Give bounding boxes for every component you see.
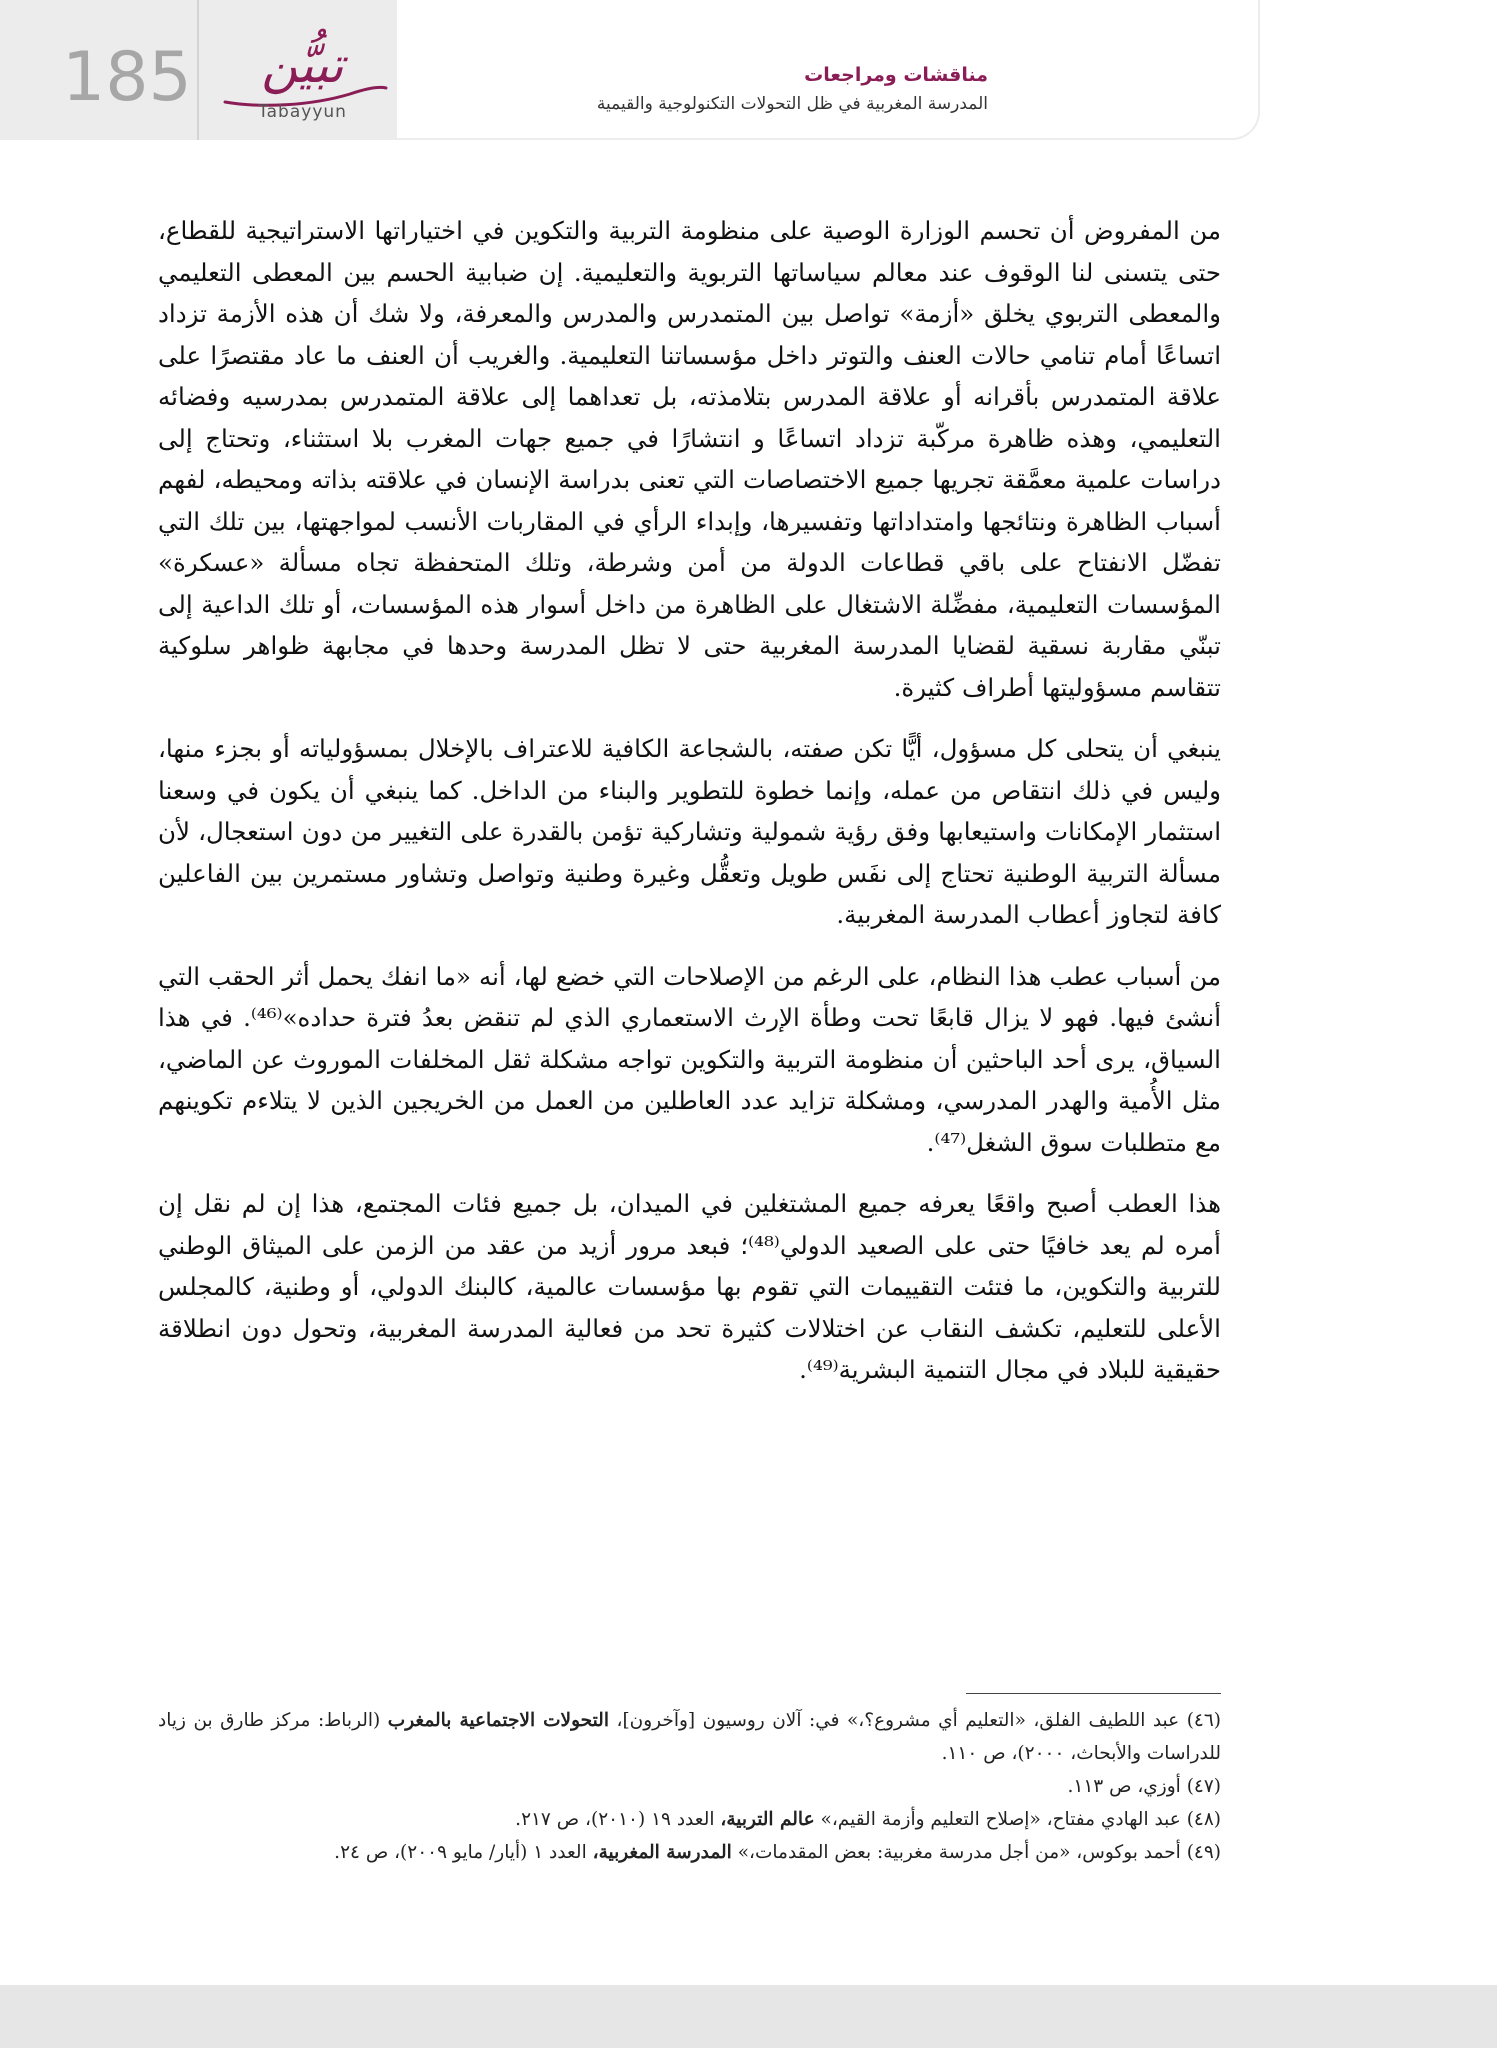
footnote-number: (٤٨): [1186, 1809, 1221, 1830]
footnotes: [158, 1704, 1221, 1869]
footnote-source-title: عالم التربية،: [720, 1809, 815, 1830]
header-divider: [197, 0, 199, 140]
page-number: 185: [62, 38, 192, 117]
footnote-text: أوزي، ص ١١٣.: [1067, 1776, 1181, 1797]
footnote-text: أحمد بوكوس، «من أجل مدرسة مغربية: بعض المقدمات،»: [737, 1842, 1181, 1863]
body-paragraph: من أسباب عطب هذا النظام، على الرغم من الإصلاحات التي خضع لها، أنه «ما انفك يحمل أثر الحقب التي أنشئ فيها. فهو لا يزال قابعًا تحت وطأة الإرث الاستعماري الذي لم تنقض بعدُ فترة حداده»⁽⁴⁶⁾. في هذا السياق، يرى أحد الباحثين أن منظومة التربية والتكوين تواجه مشكلة ثقل المخلفات الموروث عن الماضي، مثل الأُمية والهدر المدرسي، ومشكلة تزايد عدد العاطلين من العمل من الخريجين الذين لا يتلاءم تكوينهم مع متطلبات سوق الشغل⁽⁴⁷⁾.: [158, 961, 1221, 1157]
footnote: [158, 1803, 1221, 1836]
footnote: [158, 1836, 1221, 1869]
body-paragraph: ينبغي أن يتحلى كل مسؤول، أيًّا تكن صفته، بالشجاعة الكافية للاعتراف بالإخلال بمسؤولياته أو بجزء منها، وليس في ذلك انتقاص من عمله، وإنما خطوة للتطوير والبناء من الداخل. كما ينبغي أن يكون في وسعنا استثمار الإمكانات واستيعابها وفق رؤية شمولية وتشاركية تؤمن بالقدرة على التغيير من دون استعجال، لأن مسألة التربية الوطنية تحتاج إلى نفَس طويل وتعقُّل وغيرة وطنية وتواصل وتشاور مستمرين بين الفاعلين كافة لتجاوز أعطاب المدرسة المغربية.: [158, 734, 1221, 929]
logo-arabic-text: تبيُّن: [261, 36, 344, 94]
footnote-text: العدد ١ (أيار/ مايو ٢٠٠٩)، ص ٢٤.: [334, 1842, 587, 1863]
footnote-text: عبد الهادي مفتاح، «إصلاح التعليم وأزمة القيم،»: [820, 1809, 1181, 1830]
footnote-source-title: التحولات الاجتماعية بالمغرب: [387, 1710, 609, 1731]
body-paragraph: من المفروض أن تحسم الوزارة الوصية على منظومة التربية والتكوين في اختياراتها الاستراتيجية للقطاع، حتى يتسنى لنا الوقوف عند معالم سياساتها التربوية والتعليمية. إن ضبابية الحسم بين المعطى التعليمي والمعطى التربوي يخلق «أزمة» تواصل بين المتمدرس والمدرس والمعرفة، ولا شك أن هذه الأزمة تزداد اتساعًا أمام تنامي حالات العنف والتوتر داخل مؤسساتنا التعليمية. والغريب أن العنف ما عاد مقتصرًا على علاقة المتمدرس بأقرانه أو علاقة المدرس بتلامذته، بل تعداهما إلى علاقة المتمدرس بمدرسيه وفضائه التعليمي، وهذه ظاهرة مركّبة تزداد اتساعًا و انتشارًا في جميع جهات المغرب بلا استثناء، وتحتاج إلى دراسات علمية معمَّقة تجريها جميع الاختصاصات التي تعنى بدراسة الإنسان في علاقته بذاته ومحيطه، لفهم أسباب الظاهرة ونتائجها وامتداداتها وتفسيرها، وإبداء الرأي في المقاربات الأنسب لمواجهتها، بين تلك التي تفضّل الانفتاح على باقي قطاعات الدولة من أمن وشرطة، وتلك المتحفظة تجاه مسألة «عسكرة» المؤسسات التعليمية، مفضِّلة الاشتغال على الظاهرة من داخل أسوار هذه المؤسسات، أو تلك الداعية إلى تبنّي مقاربة نسقية لقضايا المدرسة المغربية حتى لا تظل المدرسة وحدها في مجابهة ظواهر سلوكية تتقاسم مسؤوليتها أطراف كثيرة.: [158, 216, 1221, 702]
body-paragraph: هذا العطب أصبح واقعًا يعرفه جميع المشتغلين في الميدان، بل جميع فئات المجتمع، هذا إن لم نقل إن أمره لم يعد خافيًا حتى على الصعيد الدولي⁽⁴⁸⁾؛ فبعد مرور أزيد من عقد من الزمن على الميثاق الوطني للتربية والتكوين، ما فتئت التقييمات التي تقوم بها مؤسسات عالمية، كالبنك الدولي، أو وطنية، كالمجلس الأعلى للتعليم، تكشف النقاب عن اختلالات كثيرة تحد من فعالية المدرسة المغربية، وتحول دون انطلاقة حقيقية للبلاد في مجال التنمية البشرية⁽⁴⁹⁾.: [158, 1189, 1221, 1384]
footnote-number: (٤٧): [1186, 1776, 1221, 1797]
footnote-number: (٤٦): [1186, 1710, 1221, 1731]
article-running-title: المدرسة المغربية في ظل التحولات التكنولوجية والقيمية: [596, 94, 988, 114]
page-footer-band: [0, 1985, 1497, 2048]
footnote-text: العدد ١٩ (٢٠١٠)، ص ٢١٧.: [515, 1809, 715, 1830]
page-header: [0, 0, 1260, 140]
logo-latin-text: Tabayyun: [258, 102, 347, 122]
footnote-text: عبد اللطيف الفلق، «التعليم أي مشروع؟،» في: آلان روسيون [وآخرون]،: [616, 1710, 1180, 1731]
footnote: [158, 1770, 1221, 1803]
footnote-number: (٤٩): [1186, 1842, 1221, 1863]
footnote-separator: [966, 1693, 1221, 1694]
footnote: [158, 1704, 1221, 1770]
section-title: مناقشات ومراجعات: [804, 64, 988, 86]
footnote-text: (الرباط: مركز طارق بن زياد للدراسات والأبحاث، ٢٠٠٠)، ص ١١٠.: [158, 1710, 1221, 1764]
article-body: [158, 210, 1221, 1411]
footnote-source-title: المدرسة المغربية،: [592, 1842, 732, 1863]
